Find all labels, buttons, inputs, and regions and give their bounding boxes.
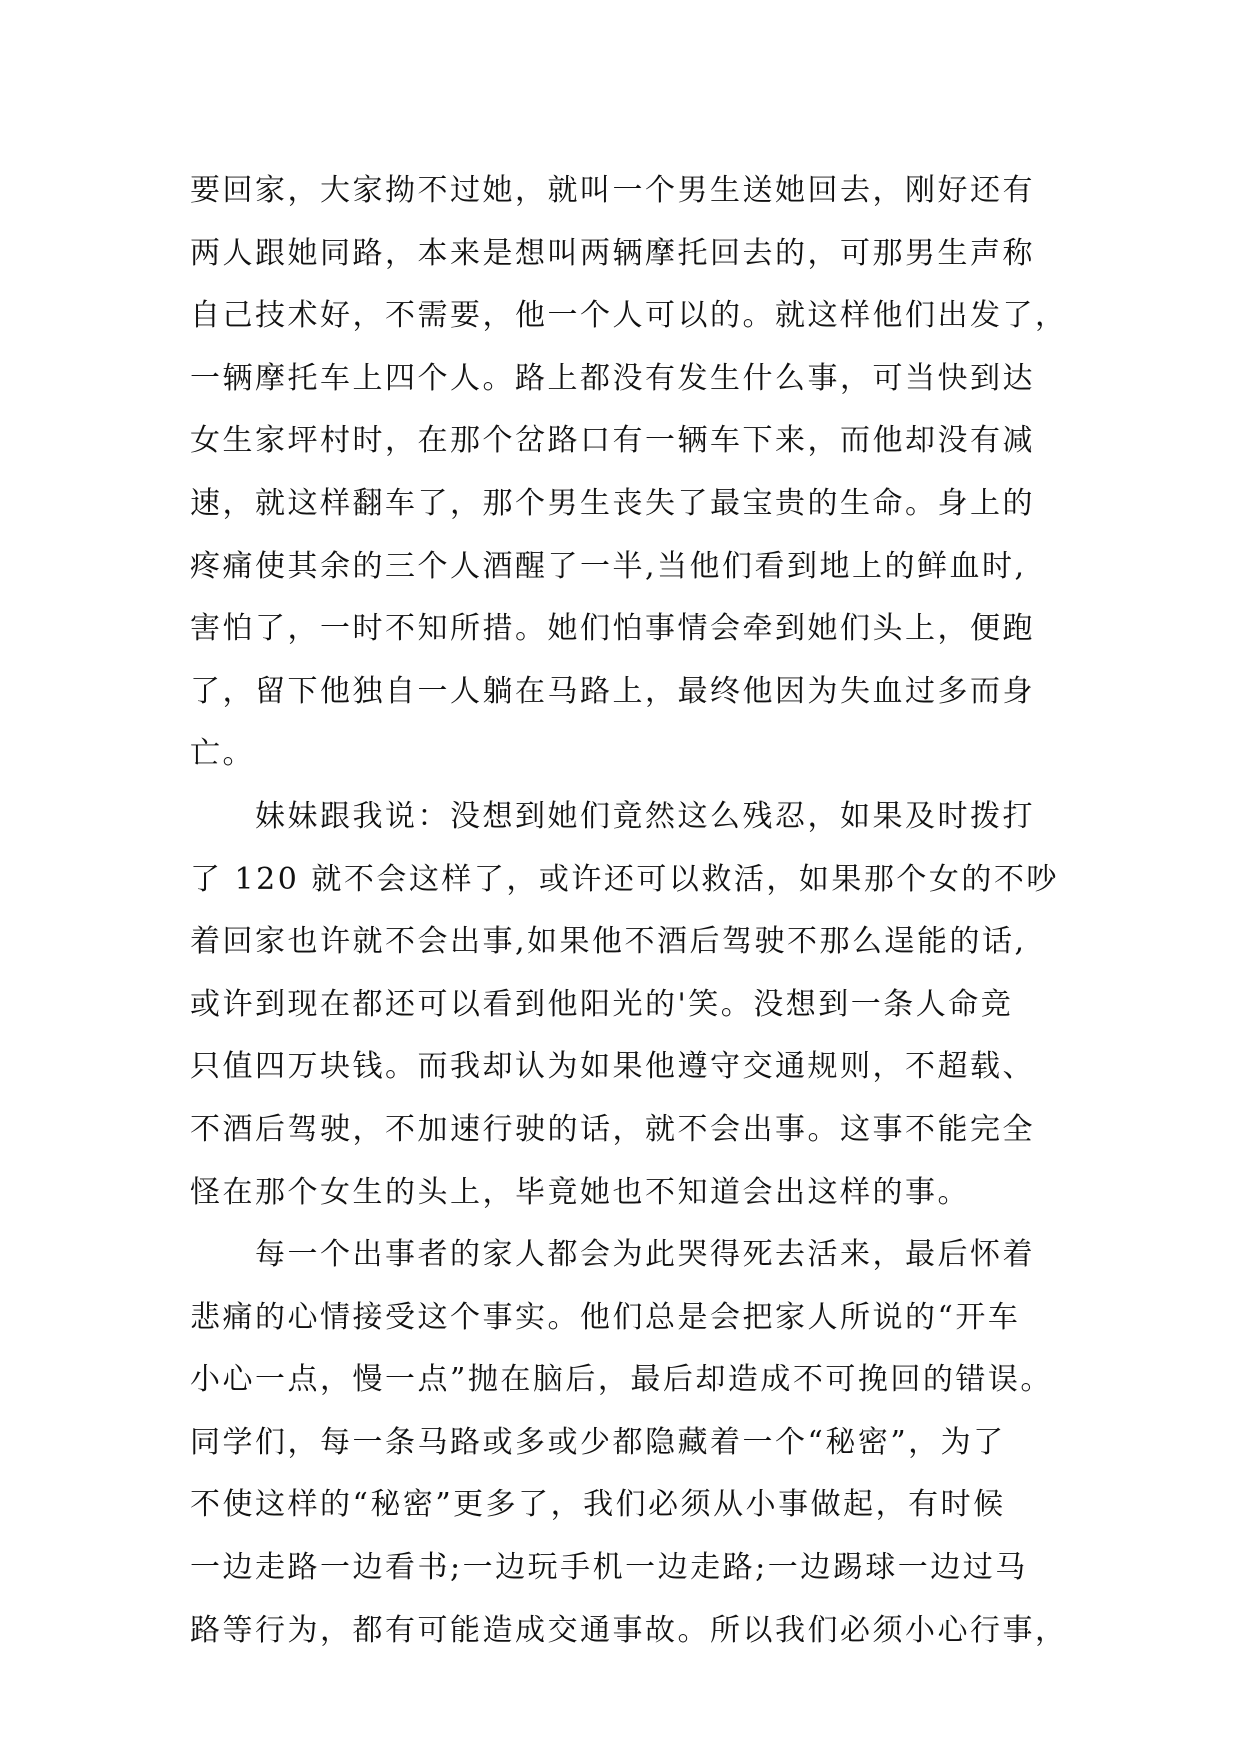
text-line: 了，留下他独自一人躺在马路上，最终他因为失血过多而身 [190, 673, 1035, 709]
text-line: 每一个出事者的家人都会为此哭得死去活来，最后怀着 [190, 1237, 1035, 1273]
text-line: 小心一点，慢一点”抛在脑后，最后却造成不可挽回的错误。 [190, 1362, 1053, 1398]
text-line: 一辆摩托车上四个人。路上都没有发生什么事，可当快到达 [190, 360, 1035, 396]
text-line: 两人跟她同路，本来是想叫两辆摩托回去的，可那男生声称 [190, 235, 1035, 271]
text-line: 了 120 就不会这样了，或许还可以救活，如果那个女的不吵 [190, 861, 1059, 897]
text-line: 同学们，每一条马路或多或少都隐藏着一个“秘密”，为了 [190, 1424, 1006, 1460]
text-line: 自己技术好，不需要，他一个人可以的。就这样他们出发了， [190, 298, 1068, 334]
text-line: 女生家坪村时，在那个岔路口有一辆车下来，而他却没有减 [190, 423, 1035, 459]
text-line: 悲痛的心情接受这个事实。他们总是会把家人所说的“开车 [190, 1299, 1021, 1335]
text-line: 妹妹跟我说：没想到她们竟然这么残忍，如果及时拨打 [190, 798, 1035, 834]
text-line: 一边走路一边看书;一边玩手机一边走路;一边踢球一边过马 [190, 1550, 1028, 1586]
text-line: 不酒后驾驶，不加速行驶的话，就不会出事。这事不能完全 [190, 1111, 1035, 1147]
text-line: 路等行为，都有可能造成交通事故。所以我们必须小心行事， [190, 1612, 1068, 1648]
text-line: 亡。 [190, 736, 255, 772]
text-line: 只值四万块钱。而我却认为如果他遵守交通规则，不超载、 [190, 1049, 1035, 1085]
text-line: 不使这样的“秘密”更多了，我们必须从小事做起，有时候 [190, 1487, 1006, 1523]
text-line: 速，就这样翻车了，那个男生丧失了最宝贵的生命。身上的 [190, 485, 1035, 521]
text-line: 疼痛使其余的三个人酒醒了一半,当他们看到地上的鲜血时, [190, 548, 1027, 584]
text-line: 要回家，大家拗不过她，就叫一个男生送她回去，刚好还有 [190, 173, 1035, 208]
text-line: 或许到现在都还可以看到他阳光的'笑。没想到一条人命竞 [190, 986, 1014, 1022]
text-line: 害怕了，一时不知所措。她们怕事情会牵到她们头上，便跑 [190, 611, 1035, 647]
body-text [190, 160, 1070, 1662]
text-line: 着回家也许就不会出事,如果他不酒后驾驶不那么逞能的话, [190, 924, 1027, 960]
text-line: 怪在那个女生的头上，毕竟她也不知道会出这样的事。 [190, 1174, 970, 1210]
